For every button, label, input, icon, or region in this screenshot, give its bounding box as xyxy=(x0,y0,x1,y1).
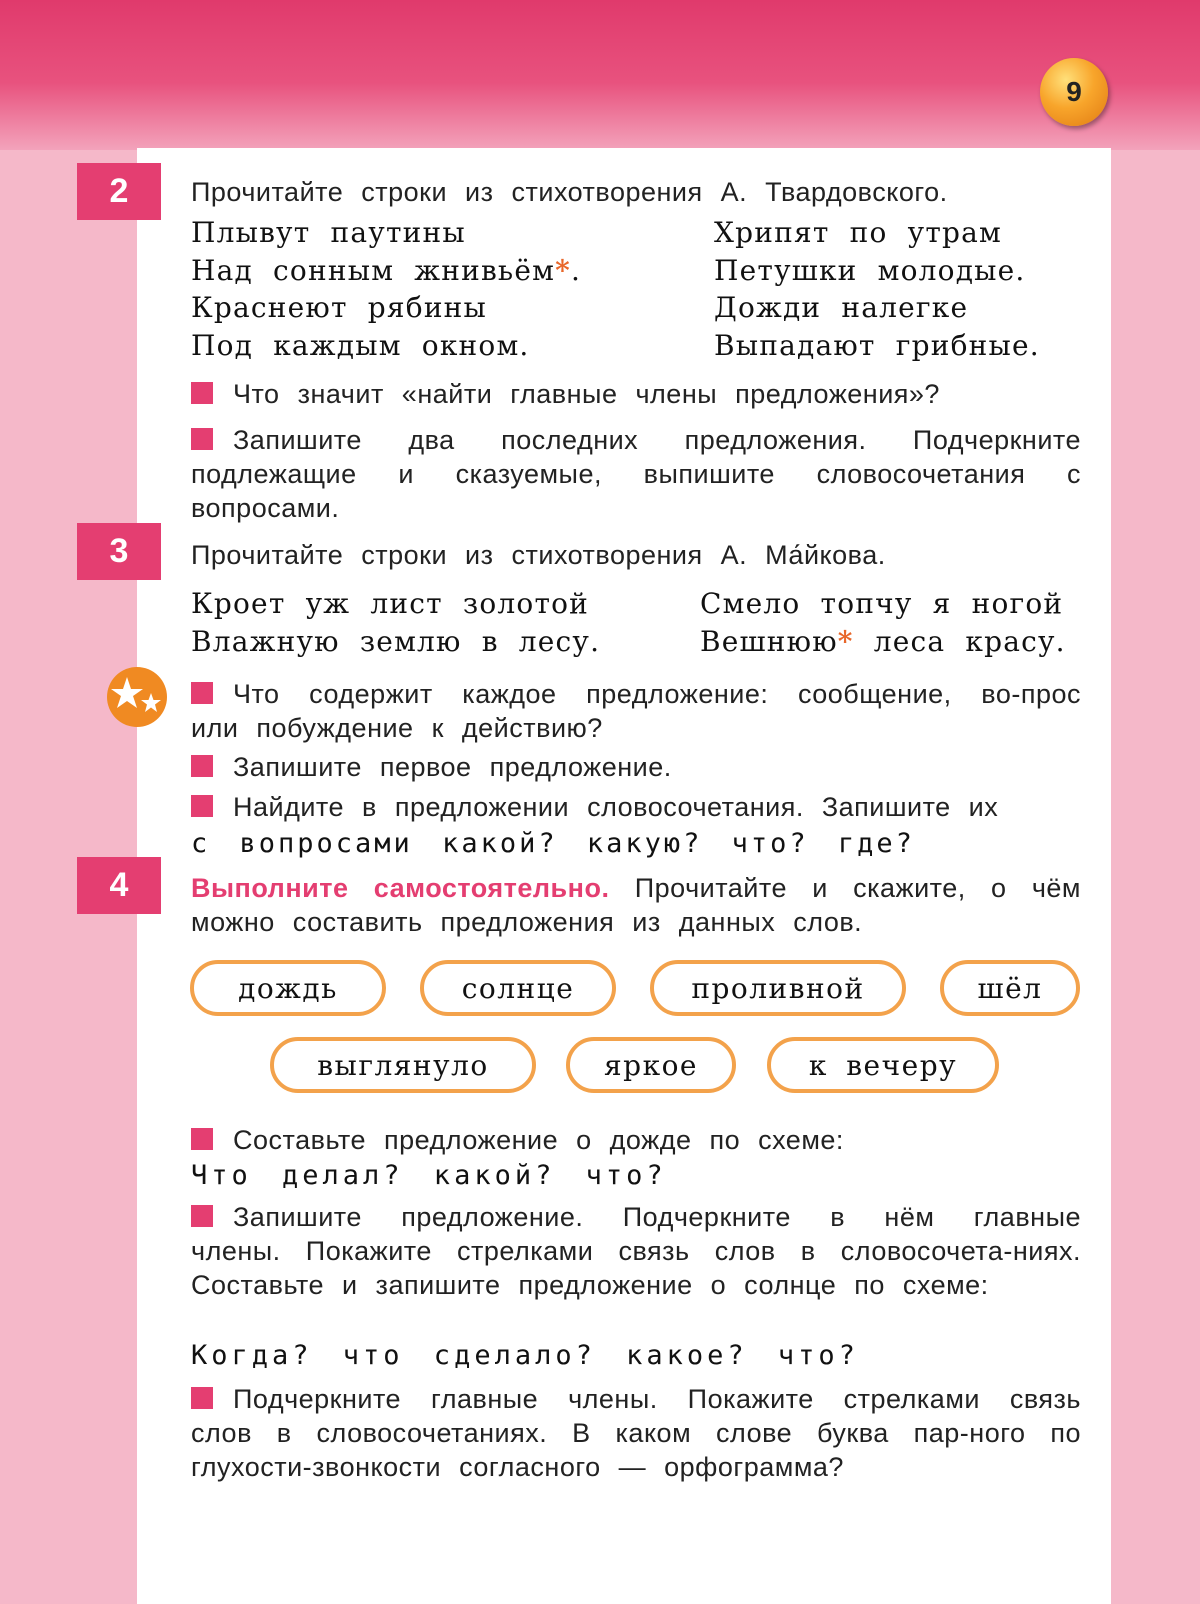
task-3-question-1: Что содержит каждое предложение: сообщение, во-прос или побуждение к действию? xyxy=(191,679,1081,743)
task-4-question-3: Подчеркните главные члены. Покажите стрелками связь слов в словосочетаниях. В каком слове буква пар-ного по глухости-звонкости согласного — орфограмма? xyxy=(191,1384,1081,1482)
word-chip: выглянуло xyxy=(270,1037,536,1093)
task-2-verse-right xyxy=(714,214,1040,364)
task-4-scheme-2: Когда? что сделало? какое? что? xyxy=(191,1340,859,1371)
task-4-number: 4 xyxy=(77,857,161,914)
verse-line: Выпадают грибные. xyxy=(714,328,1040,362)
task-2-number: 2 xyxy=(77,163,161,220)
task-2-question-2: Запишите два последних предложения. Подчеркните подлежащие и сказуемые, выпишите словосочетания с вопросами. xyxy=(191,425,1081,523)
task-3-number: 3 xyxy=(77,523,161,580)
bullet-square-icon xyxy=(191,795,213,817)
task-4-scheme-1: Что делал? какой? что? xyxy=(191,1160,667,1191)
verse-line: Дожди налегке xyxy=(714,291,969,324)
verse-line: Хрипят по утрам xyxy=(714,216,1003,249)
task-2-verse-left xyxy=(191,214,581,364)
task-3-question-3-scheme: с вопросами какой? какую? что? где? xyxy=(191,828,915,859)
footnote-star-icon: * xyxy=(555,253,571,287)
task-3-intro: Прочитайте строки из стихотворения А. Ма́йкова. xyxy=(191,540,886,570)
task-3-verse-right xyxy=(700,585,1066,660)
task-2-question-1: Что значит «найти главные члены предложения»? xyxy=(191,377,1081,411)
verse-line: Над сонным жнивьём*. xyxy=(191,253,582,287)
word-chip: шёл xyxy=(940,960,1080,1016)
verse-line: Кроет уж лист золотой xyxy=(191,587,590,620)
word-chip: яркое xyxy=(566,1037,736,1093)
task-4-intro: Выполните самостоятельно. Прочитайте и скажите, о чём можно составить предложения из данных слов. xyxy=(191,873,1081,937)
task-3-question-2: Запишите первое предложение. xyxy=(191,750,1081,784)
stars-difficulty-icon xyxy=(105,665,169,729)
verse-line: Смело топчу я ногой xyxy=(700,587,1064,620)
word-chip: к вечеру xyxy=(767,1037,999,1093)
word-chip: проливной xyxy=(650,960,906,1016)
bullet-square-icon xyxy=(191,1387,213,1409)
bullet-square-icon xyxy=(191,382,213,404)
bullet-square-icon xyxy=(191,682,213,704)
verse-line: Влажную землю в лесу. xyxy=(191,624,601,658)
bullet-square-icon xyxy=(191,1205,213,1227)
verse-line: Краснеют рябины xyxy=(191,291,488,324)
task-2-intro: Прочитайте строки из стихотворения А. Твардовского. xyxy=(191,177,948,207)
page-number-badge: 9 xyxy=(1040,58,1108,126)
task-3-question-3: Найдите в предложении словосочетания. Запишите их xyxy=(191,790,1081,824)
task-4-lead: Выполните самостоятельно. xyxy=(191,873,610,903)
bullet-square-icon xyxy=(191,1128,213,1150)
verse-line: Плывут паутины xyxy=(191,216,466,249)
verse-line: Под каждым окном. xyxy=(191,328,530,362)
task-4-question-2: Запишите предложение. Подчеркните в нём главные члены. Покажите стрелками связь слов в словосочета-ниях. Составьте и запишите предложение о солнце по схеме: xyxy=(191,1202,1081,1300)
verse-line: Вешнюю* леса красу. xyxy=(700,624,1066,658)
bullet-square-icon xyxy=(191,428,213,450)
task-3-verse-left xyxy=(191,585,600,660)
task-4-question-1: Составьте предложение о дожде по схеме: xyxy=(191,1123,1081,1157)
word-chip: дождь xyxy=(190,960,386,1016)
header-band xyxy=(0,0,1200,150)
verse-line: Петушки молодые. xyxy=(714,253,1026,287)
word-chip: солнце xyxy=(420,960,616,1016)
bullet-square-icon xyxy=(191,755,213,777)
footnote-star-icon: * xyxy=(837,624,854,658)
